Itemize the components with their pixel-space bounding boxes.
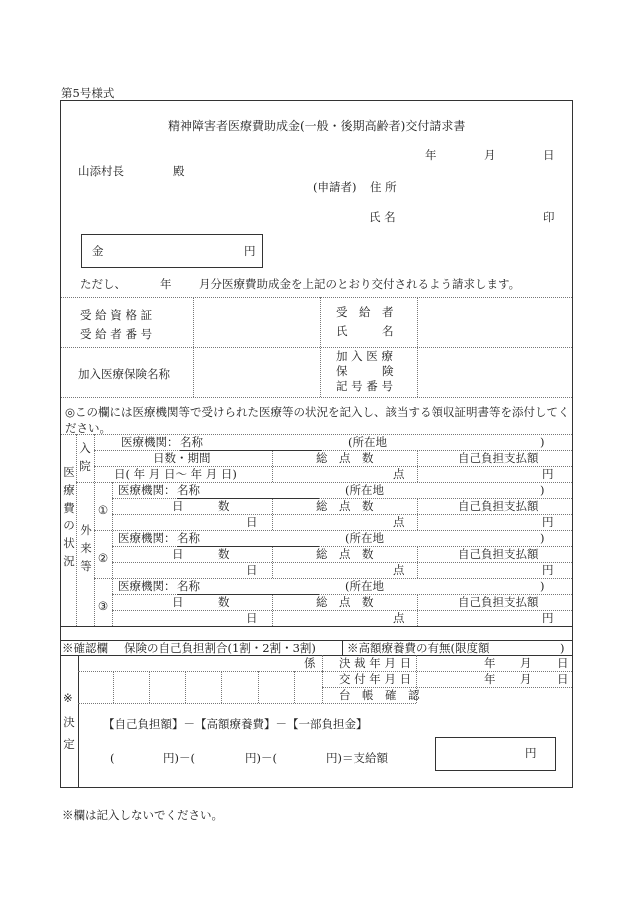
insurance-name-label: 加入医療保険名称 (78, 367, 170, 381)
request-prefix: ただし、 (80, 277, 126, 291)
insurance-no-label-2: 保 険 (336, 364, 394, 378)
addressee: 山添村長 (78, 164, 124, 178)
notice: ◎この欄には医療機関等で受けられた医療等の状況を記入し、該当する領収証明書等を添付してください。 (65, 405, 570, 435)
amount-yen: 円 (244, 244, 256, 258)
honorific: 殿 (173, 164, 185, 178)
inpatient-period-value: 日( 年 月 日～ 年 月 日) (114, 467, 237, 481)
outpatient-points-header: 総 点 数 (316, 499, 374, 513)
form-title: 精神障害者医療費助成金(一般・後期高齢者)交付請求書 (168, 119, 466, 133)
cert-label-1: 受 給 資 格 証 (80, 308, 153, 322)
inpatient-points-header: 総 点 数 (316, 451, 374, 465)
outpatient-days-header: 日 数 (172, 595, 230, 609)
confirm-ratio[interactable]: 保険の自己負担割合(1割・2割・3割) (124, 641, 316, 655)
insurance-no-label-1: 加 入 医 療 (336, 349, 393, 363)
cert-label-2: 受 給 者 番 号 (80, 327, 153, 341)
date-month: 月 (484, 148, 496, 162)
footnote: ※欄は記入しないでください。 (62, 808, 223, 822)
calc-yen-2: 円)－( (245, 751, 277, 765)
issue-day: 日 (557, 672, 569, 686)
section-label: 係 (304, 656, 316, 670)
calc-yen-1: 円)－( (163, 751, 195, 765)
amount-box[interactable] (81, 234, 263, 268)
decision-year: 年 (484, 656, 496, 670)
date-day: 日 (543, 148, 555, 162)
confirm-close-paren: ) (560, 641, 565, 655)
outpatient-days-header: 日 数 (172, 547, 230, 561)
ledger-label: 台 帳 確 認 (339, 688, 420, 702)
outpatient-institution-label: 医療機関： (118, 483, 176, 497)
payment-total-yen: 円 (525, 746, 537, 760)
outpatient-yen-unit: 円 (542, 611, 554, 625)
outpatient-institution-name[interactable]: 名称 (177, 533, 319, 547)
decision-day: 日 (557, 656, 569, 670)
inpatient-location-close: ) (540, 435, 545, 449)
outpatient-day-unit: 日 (246, 563, 258, 577)
insurance-no-label-3: 記 号 番 号 (336, 379, 393, 393)
outpatient-number: ② (97, 551, 109, 565)
request-year: 年 (160, 277, 172, 291)
outpatient-yen-unit: 円 (542, 563, 554, 577)
outpatient-institution-name[interactable]: 名称 (177, 485, 319, 499)
outpatient-location-label: (所在地 (345, 483, 384, 497)
outpatient-day-unit: 日 (246, 515, 258, 529)
inpatient-institution-name[interactable]: 名称 (180, 437, 322, 451)
medical-side-label: 医療費の状況 (63, 465, 75, 569)
outpatient-point-unit: 点 (393, 515, 405, 529)
payment-formula: 【自己負担額】－【高額療養費】－【一部負担金】 (103, 717, 368, 731)
recipient-label-1: 受 給 者 (336, 305, 394, 319)
calc-yen-3: 円)＝支給額 (326, 751, 388, 765)
outpatient-location-label: (所在地 (345, 531, 384, 545)
outpatient-location-label: (所在地 (345, 579, 384, 593)
address-label: 住 所 (370, 180, 397, 194)
outpatient-institution-label: 医療機関： (118, 531, 176, 545)
issue-date-label: 交 付 年 月 日 (339, 672, 412, 686)
decision-label: 決定 (63, 715, 75, 751)
outpatient-point-unit: 点 (393, 563, 405, 577)
outpatient-points-header: 総 点 数 (316, 595, 374, 609)
outpatient-selfpay-header: 自己負担支払額 (458, 499, 539, 513)
inpatient-point-unit: 点 (393, 467, 405, 481)
amount-label: 金 (92, 244, 104, 258)
inpatient-days-period-header: 日数・期間 (153, 451, 211, 465)
outpatient-day-unit: 日 (246, 611, 258, 625)
outpatient-number: ③ (97, 599, 109, 613)
inpatient-label: 入院 (79, 441, 91, 473)
issue-month: 月 (520, 672, 532, 686)
outpatient-location-close: ) (540, 531, 545, 545)
inpatient-institution-label: 医療機関： (121, 435, 179, 449)
inpatient-location-label: (所在地 (348, 435, 387, 449)
form-number: 第5号様式 (61, 86, 115, 100)
date-year: 年 (425, 148, 437, 162)
outpatient-institution-name[interactable]: 名称 (177, 581, 319, 595)
outpatient-point-unit: 点 (393, 611, 405, 625)
outpatient-days-header: 日 数 (172, 499, 230, 513)
outpatient-points-header: 総 点 数 (316, 547, 374, 561)
request-text: 月分医療費助成金を上記のとおり交付されるよう請求します。 (199, 277, 521, 291)
name-label: 氏 名 (369, 210, 396, 224)
inpatient-yen-unit: 円 (542, 467, 554, 481)
seal-label: 印 (543, 210, 555, 224)
issue-year: 年 (484, 672, 496, 686)
decision-month: 月 (520, 656, 532, 670)
payment-total-box[interactable] (435, 737, 556, 771)
outpatient-location-close: ) (540, 483, 545, 497)
calc-open: ( (110, 751, 115, 765)
inpatient-selfpay-header: 自己負担支払額 (458, 451, 539, 465)
outpatient-yen-unit: 円 (542, 515, 554, 529)
outpatient-selfpay-header: 自己負担支払額 (458, 547, 539, 561)
outpatient-institution-label: 医療機関： (118, 579, 176, 593)
decision-mark: ※ (63, 691, 73, 705)
outpatient-selfpay-header: 自己負担支払額 (458, 595, 539, 609)
confirm-high-cost[interactable]: ※高額療養費の有無(限度額 (347, 641, 490, 655)
confirm-label: ※確認欄 (62, 641, 108, 655)
outpatient-location-close: ) (540, 579, 545, 593)
decision-date-label: 決 裁 年 月 日 (339, 656, 412, 670)
applicant-label: (申請者) (313, 180, 357, 194)
outpatient-number: ① (97, 503, 109, 517)
outpatient-label: 外来等 (80, 523, 92, 573)
recipient-label-2: 氏 名 (336, 324, 394, 338)
